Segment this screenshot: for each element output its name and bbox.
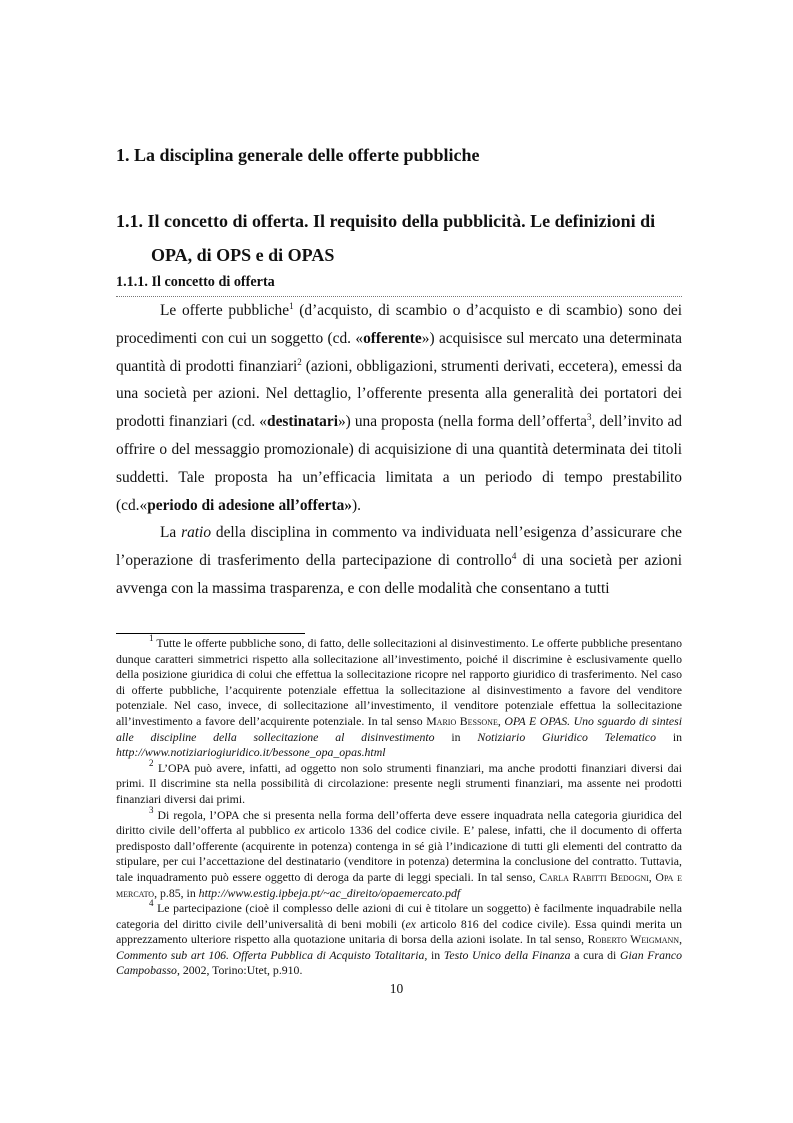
subsection-heading: 1.1.1. Il concetto di offerta [116,274,275,290]
footnote-3-link[interactable]: http://www.estig.ipbeja.pt/~ac_direito/opaemercato.pdf [198,885,461,900]
footnote-1-link[interactable]: http://www.notiziariogiuridico.it/bessone_opa_opas.html [116,745,386,760]
footnote-ref-1[interactable]: 1 [289,301,294,311]
footnote-1: $^1$ Tutte le offerte pubbliche sono, di fatto, delle sollecitazioni al disinvestimento. Le offerte pubbliche presentano dunque caratteri simmetrici rispetto alla sollecitazione all’investimento, poiché il discrimine è esclusivamente quello della posizione giuridica di colui che effettua la sollecitazione ricopre nel rapporto giuridico di trasferimento. Nel caso di offerte pubbliche, l’acquirente potenziale effettua la sollecitazione al disinvestimento a favore del venditore potenziale. Nel caso, invece, di sollecitazione all’investimento, il venditore potenziale effettua la sollecitazione all’investimento a favore dell’acquirente potenziale. In tal senso Mario Bessone, OPA E OPAS. Uno sguardo di sintesi alle discipline della sollecitazione al disinvestimento in Notiziario Giuridico Telematico in http://www.notiziariogiuridico.it/bessone_opa_opas.html [116,633,683,760]
chapter-heading: 1. La disciplina generale delle offerte pubbliche [116,145,480,165]
footnote-4: $^4$ Le partecipazione (cioè il complesso delle azioni di cui è titolare un soggetto) è facilmente inquadrabile nella categoria del diritto civile dell’universalità di beni mobili (ex articolo 816 del codice civile). Essa quindi merita un apprezzamento ulteriore rispetto alla quotazione unitaria di borsa della azioni isolate. In tal senso, Roberto Weigmann, Commento sub art 106. Offerta Pubblica di Acquisto Totalitaria, in Testo Unico della Finanza a cura di Gian Franco Campobasso, 2002, Torino:Utet, p.910. [116,898,683,978]
footnotes [116,633,683,979]
paragraph-2: La ratio della disciplina in commento va individuata nell’esigenza d’assicurare che l’operazione di trasferimento della partecipazione di controllo$^4$ di una società per azioni avvenga con la massima trasparenza, e con delle modalità che consentano a tutti [116,524,683,597]
footnote-ref-2[interactable]: 2 [297,356,302,367]
footnote-2: $^2$ L’OPA può avere, infatti, ad oggetto non solo strumenti finanziari, ma anche prodotti finanziari diversi dai primi. Il discrimine sta nella possibilità di circolazione: presente negli strumenti finanziari, ma assente nei prodotti finanziari diversi dai primi. [116,757,682,806]
section-heading [116,204,682,272]
footnote-separator [116,633,305,634]
body-text [116,297,682,603]
footnote-ref-4[interactable]: 4 [511,551,517,562]
page-number: 10 [389,981,404,996]
paragraph-1: Le offerte pubbliche$^1$ (d’acquisto, di scambio o d’acquisto e di scambio) sono dei procedimenti con cui un soggetto (cd. «offerente») acquisisce sul mercato una determinata quantità di prodotti finanziari$^2$ (azioni, obbligazioni, strumenti derivati, eccetera), emessi da una società per azioni. Nel dettaglio, l’offerente presenta alla generalità dei portatori dei prodotti finanziari (cd. «destinatari») una proposta (nella forma dell’offerta$^3$, dell’invito ad offrire o del messaggio promozionale) di acquisizione di una quantità determinata dei titoli suddetti. Tale proposta ha un’efficacia limitata a un periodo di tempo prestabilito (cd.«periodo di adesione all’offerta»). [116,301,683,514]
section-heading-line2: OPA, di OPS e di OPAS [151,245,335,265]
section-heading-line1: 1.1. Il concetto di offerta. Il requisito della pubblicità. Le definizioni di [116,211,656,231]
footnote-3: $^3$ Di regola, l’OPA che si presenta nella forma dell’offerta deve essere inquadrata nella categoria giuridica del diritto civile dell’offerta al pubblico ex articolo 1336 del codice civile. E’ palese, infatti, che il documento di offerta predisposto dall’offerente (acquirente in potenza) contenga in sé già l’indicazione di tutti gli elementi del contratto da stipulare, per cui l’accettazione del destinatario (venditore in potenza) determina la conclusione del contratto. Tuttavia, tale inquadramento può essere oggetto di deroga da parte di leggi speciali. In tal senso, Carla Rabitti Bedogni, Opa e mercato, p.85, in http://www.estig.ipbeja.pt/~ac_direito/opaemercato.pdf [116,804,683,900]
footnote-ref-3[interactable]: 3 [586,412,592,423]
